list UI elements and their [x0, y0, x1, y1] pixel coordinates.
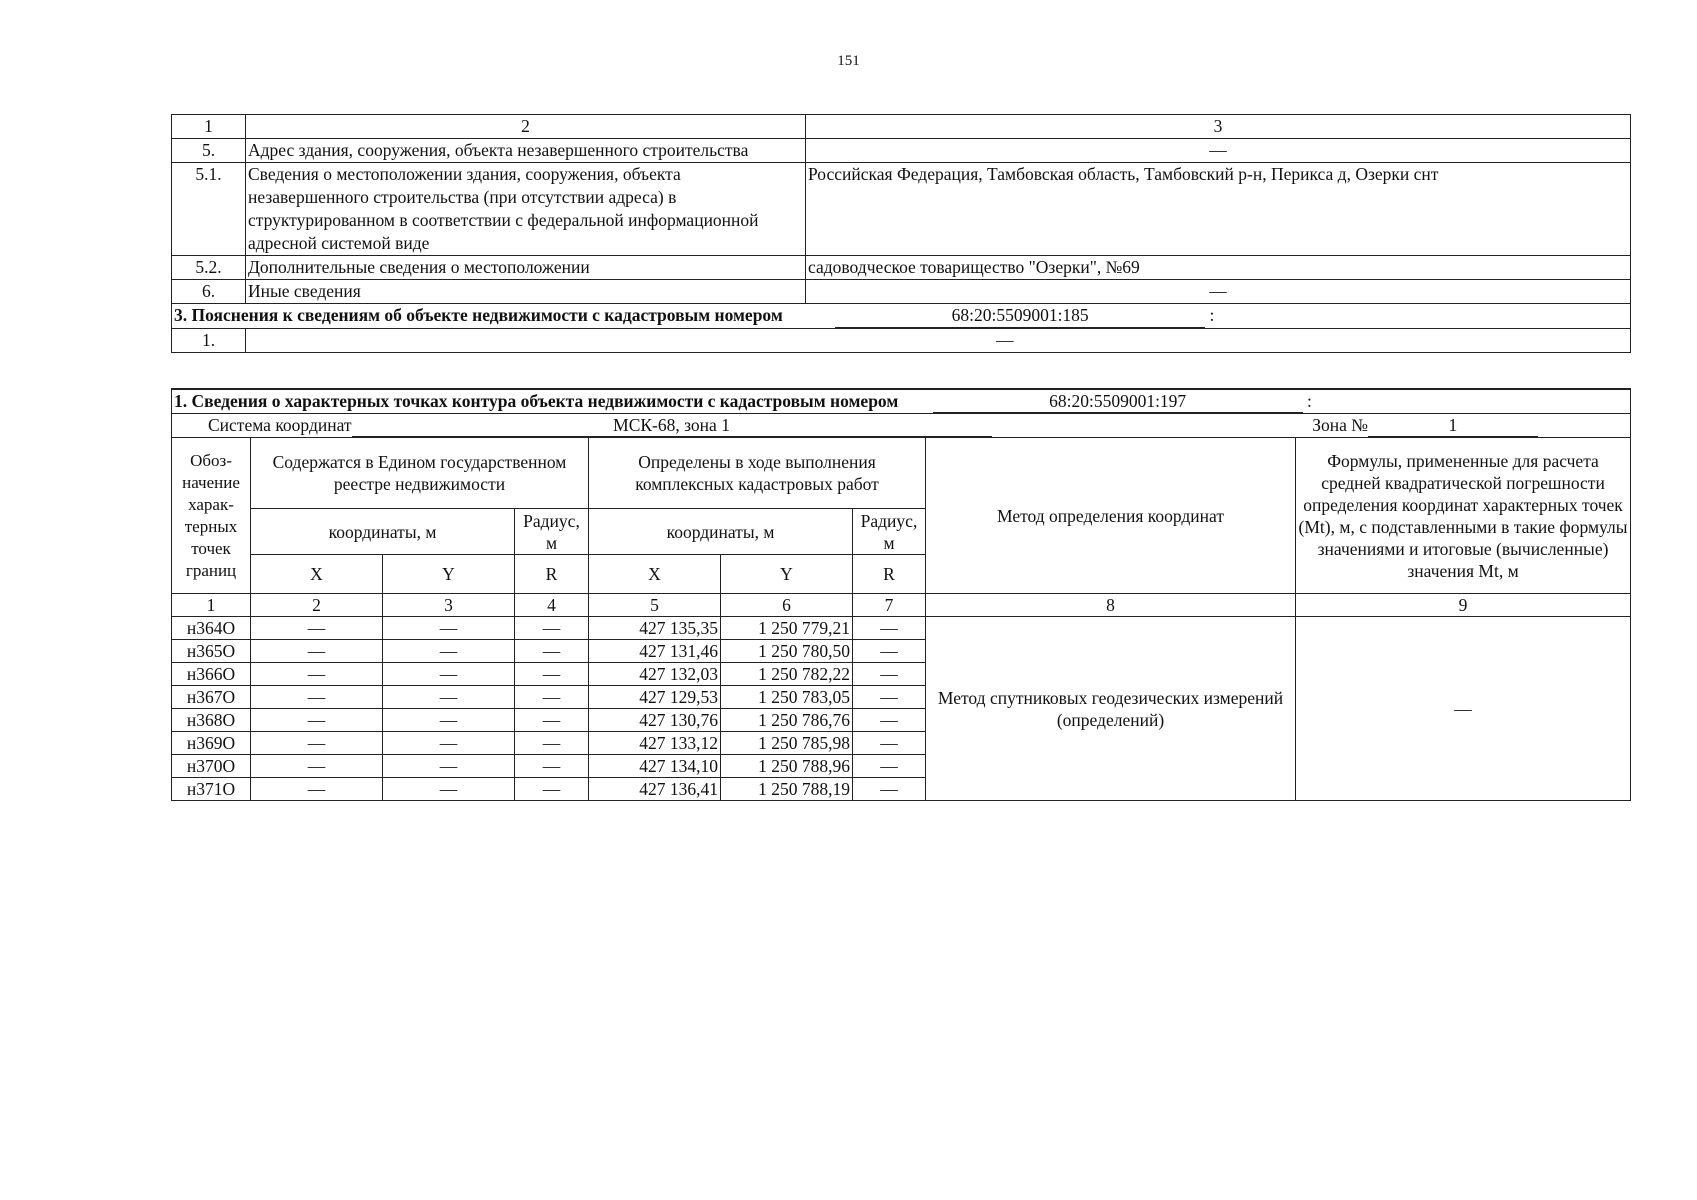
row-value: — [806, 139, 1631, 163]
row-label: Адрес здания, сооружения, объекта незавершенного строительства [246, 139, 806, 163]
method-header: Метод определения координат [926, 438, 1296, 594]
complex-r: — [853, 663, 926, 686]
complex-r-header: R [853, 555, 926, 594]
row-number: 5.2. [172, 256, 246, 280]
complex-y: 1 250 779,21 [721, 617, 853, 640]
zone-label: Зона № [1312, 415, 1368, 435]
col-num-2: 2 [251, 594, 383, 617]
column-number-row [172, 115, 1631, 139]
col-num-3: 3 [383, 594, 515, 617]
col-num-6: 6 [721, 594, 853, 617]
point-name: н364О [172, 617, 251, 640]
table-row [172, 139, 1631, 163]
egrn-r: — [515, 686, 589, 709]
egrn-r: — [515, 640, 589, 663]
complex-y: 1 250 780,50 [721, 640, 853, 663]
row-value: садоводческое товарищество "Озерки", №69 [806, 256, 1631, 280]
object-info-table [171, 114, 1631, 353]
row-number: 6. [172, 280, 246, 304]
section3-cadastral-number: 68:20:5509001:185 [835, 304, 1205, 328]
points-table [171, 388, 1631, 801]
section1-colon: : [1307, 391, 1312, 411]
col-num-8: 8 [926, 594, 1296, 617]
col-num-2: 2 [246, 115, 806, 139]
complex-y: 1 250 788,19 [721, 778, 853, 801]
egrn-x: — [251, 640, 383, 663]
egrn-y: — [383, 755, 515, 778]
egrn-r: — [515, 732, 589, 755]
zone-value: 1 [1368, 414, 1538, 437]
designation-header: Обоз-начение харак-терных точек границ [172, 438, 251, 594]
point-name: н371О [172, 778, 251, 801]
coord-system-row [172, 414, 1631, 438]
coord-system-cell [172, 414, 1631, 438]
complex-y: 1 250 782,22 [721, 663, 853, 686]
egrn-y: — [383, 686, 515, 709]
col-num-7: 7 [853, 594, 926, 617]
complex-y: 1 250 783,05 [721, 686, 853, 709]
egrn-r: — [515, 663, 589, 686]
complex-x: 427 132,03 [589, 663, 721, 686]
row-number: 5. [172, 139, 246, 163]
complex-x: 427 129,53 [589, 686, 721, 709]
table-row [172, 617, 1631, 640]
col-num-1: 1 [172, 115, 246, 139]
complex-x: 427 133,12 [589, 732, 721, 755]
point-name: н365О [172, 640, 251, 663]
egrn-coords-header: координаты, м [251, 509, 515, 555]
egrn-y: — [383, 617, 515, 640]
point-name: н369О [172, 732, 251, 755]
section1-title-row [172, 389, 1631, 414]
egrn-x: — [251, 686, 383, 709]
row-value: — [806, 280, 1631, 304]
egrn-x: — [251, 778, 383, 801]
complex-r: — [853, 617, 926, 640]
complex-r: — [853, 686, 926, 709]
col-num-4: 4 [515, 594, 589, 617]
row-number: 5.1. [172, 163, 246, 256]
egrn-y: — [383, 640, 515, 663]
complex-r: — [853, 778, 926, 801]
formulas-header: Формулы, примененные для расчета средней квадратической погрешности определения координат характерных точек (Mt), м, с подставленными в такие формулы значениями и итоговые (вычисленные) значения Mt, м [1296, 438, 1631, 594]
row-number: 1. [172, 329, 246, 353]
egrn-r: — [515, 617, 589, 640]
section3-colon: : [1209, 305, 1215, 325]
section1-title-cell [172, 389, 1631, 414]
section1-cadastral-number: 68:20:5509001:197 [933, 390, 1303, 413]
col-num-9: 9 [1296, 594, 1631, 617]
table-row [172, 329, 1631, 353]
section3-title-cell [172, 304, 1631, 329]
complex-y-header: Y [721, 555, 853, 594]
column-number-row [172, 594, 1631, 617]
section3-title: 3. Пояснения к сведениям об объекте недвижимости с кадастровым номером [174, 305, 783, 325]
egrn-y-header: Y [383, 555, 515, 594]
point-name: н370О [172, 755, 251, 778]
complex-r: — [853, 640, 926, 663]
row-label: Дополнительные сведения о местоположении [246, 256, 806, 280]
complex-x: 427 131,46 [589, 640, 721, 663]
header-row-1 [172, 438, 1631, 509]
col-num-1: 1 [172, 594, 251, 617]
coord-system-label: Система координат [208, 415, 352, 435]
egrn-r-header: R [515, 555, 589, 594]
complex-y: 1 250 788,96 [721, 755, 853, 778]
point-name: н368О [172, 709, 251, 732]
page-number: 151 [837, 53, 860, 69]
method-value: Метод спутниковых геодезических измерений (определений) [926, 617, 1296, 801]
complex-x: 427 134,10 [589, 755, 721, 778]
row-label: Сведения о местоположении здания, сооружения, объекта незавершенного строительства (при отсутствии адреса) в структурированном в соответствии с федеральной информационной адресной системой виде [246, 163, 806, 256]
coord-system-value: МСК-68, зона 1 [352, 414, 992, 437]
complex-r: — [853, 732, 926, 755]
point-name: н367О [172, 686, 251, 709]
point-name: н366О [172, 663, 251, 686]
egrn-y: — [383, 732, 515, 755]
egrn-x: — [251, 755, 383, 778]
row-value: Российская Федерация, Тамбовская область, Тамбовский р-н, Перикса д, Озерки снт [806, 163, 1631, 256]
table-row [172, 163, 1631, 256]
complex-x-header: X [589, 555, 721, 594]
complex-r: — [853, 709, 926, 732]
egrn-y: — [383, 709, 515, 732]
complex-x: 427 135,35 [589, 617, 721, 640]
egrn-x: — [251, 663, 383, 686]
complex-y: 1 250 785,98 [721, 732, 853, 755]
complex-x: 427 136,41 [589, 778, 721, 801]
col-num-5: 5 [589, 594, 721, 617]
egrn-x: — [251, 709, 383, 732]
col-num-3: 3 [806, 115, 1631, 139]
egrn-r: — [515, 778, 589, 801]
egrn-x: — [251, 732, 383, 755]
row-value: — [246, 329, 1631, 353]
egrn-x: — [251, 617, 383, 640]
table-row [172, 256, 1631, 280]
section1-title: 1. Сведения о характерных точках контура объекта недвижимости с кадастровым номером [174, 391, 899, 411]
complex-x: 427 130,76 [589, 709, 721, 732]
egrn-header: Содержатся в Едином государственном реестре недвижимости [251, 438, 589, 509]
formula-value: — [1296, 617, 1631, 801]
complex-y: 1 250 786,76 [721, 709, 853, 732]
egrn-y: — [383, 778, 515, 801]
egrn-r: — [515, 755, 589, 778]
complex-r: — [853, 755, 926, 778]
complex-header: Определены в ходе выполнения комплексных кадастровых работ [589, 438, 926, 509]
egrn-radius-header: Радиус, м [515, 509, 589, 555]
section3-title-row [172, 304, 1631, 329]
egrn-x-header: X [251, 555, 383, 594]
complex-radius-header: Радиус, м [853, 509, 926, 555]
complex-coords-header: координаты, м [589, 509, 853, 555]
row-label: Иные сведения [246, 280, 806, 304]
egrn-r: — [515, 709, 589, 732]
table-row [172, 280, 1631, 304]
egrn-y: — [383, 663, 515, 686]
